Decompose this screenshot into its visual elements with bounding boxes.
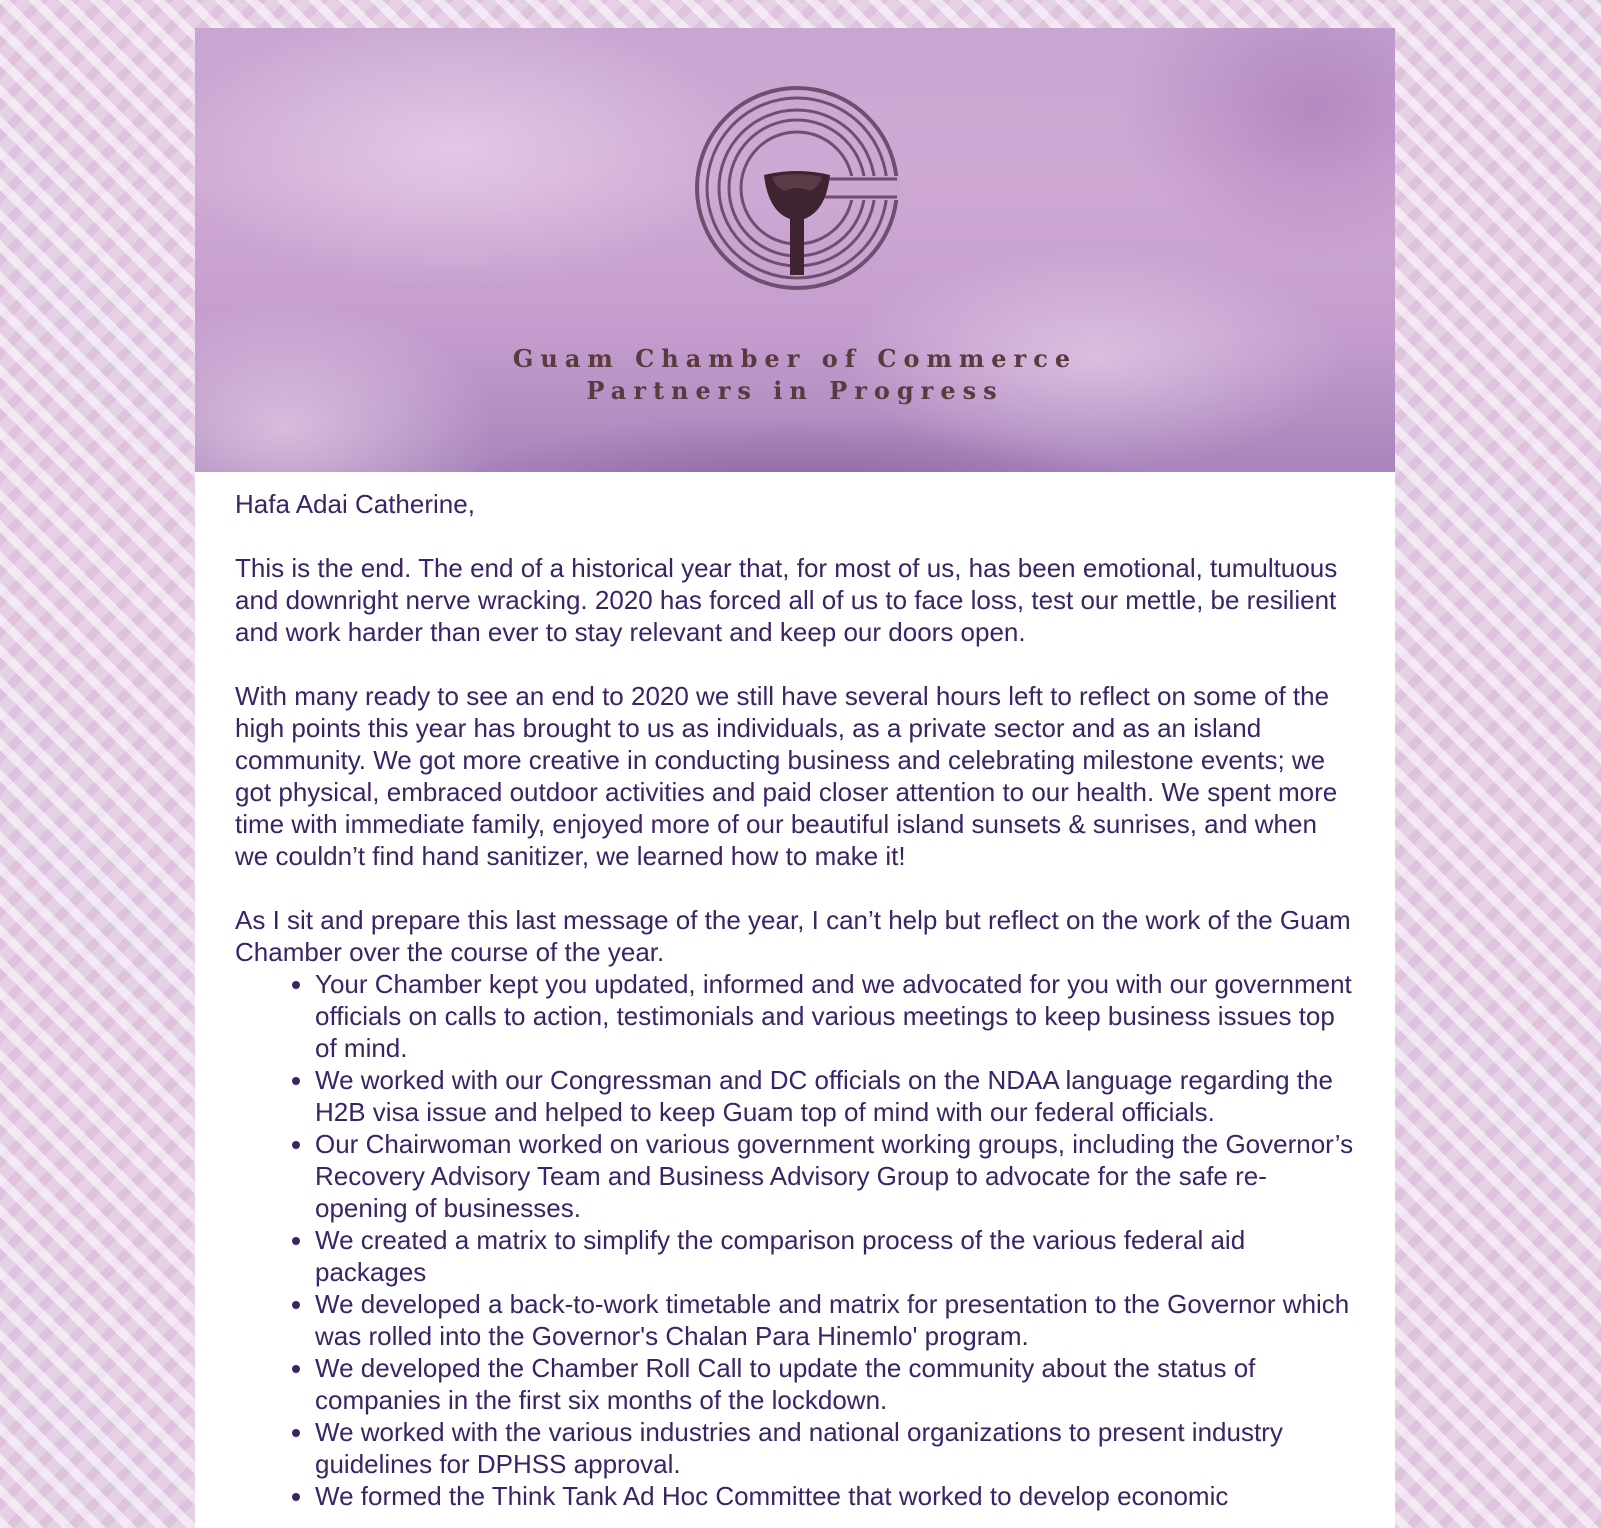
list-item: • We developed the Chamber Roll Call to update the community about the status of companies in the first six months of the lockdown. <box>315 1352 1355 1416</box>
list-item: • We developed a back-to-work timetable and matrix for presentation to the Governor which was rolled into the Governor's Chalan Para Hinemlo' program. <box>315 1288 1355 1352</box>
list-intro: As I sit and prepare this last message of the year, I can’t help but reflect on the work of the Guam Chamber over the course of the year. <box>235 905 1351 967</box>
list-item: • We formed the Think Tank Ad Hoc Committee that worked to develop economic <box>315 1480 1355 1512</box>
list-item: • Our Chairwoman worked on various government working groups, including the Governor’s Recovery Advisory Team and Business Advisory Group to advocate for the safe re-opening of businesses. <box>315 1128 1355 1224</box>
chamber-logo <box>692 83 902 293</box>
list-item: • We worked with the various industries and national organizations to present industry guidelines for DPHSS approval. <box>315 1416 1355 1480</box>
hero-banner <box>195 28 1395 472</box>
list-item: • We created a matrix to simplify the comparison process of the various federal aid packages <box>315 1224 1355 1288</box>
paragraph: With many ready to see an end to 2020 we still have several hours left to reflect on some of the high points this year has brought to us as individuals, as a private sector and as an island community. We got more creative in conducting business and celebrating milestone events; we got physical, embraced outdoor activities and paid closer attention to our health. We spent more time with immediate family, enjoyed more of our beautiful island sunsets & sunrises, and when we couldn’t find hand sanitizer, we learned how to make it! <box>235 681 1338 871</box>
achievements-list <box>235 968 1355 1512</box>
letter-body <box>195 472 1395 1512</box>
org-name: Guam Chamber of Commerce <box>512 344 1078 373</box>
list-item: • Your Chamber kept you updated, informed and we advocated for you with our government officials on calls to action, testimonials and various meetings to keep business issues top of mind. <box>315 968 1355 1064</box>
org-tagline: Partners in Progress <box>586 376 1004 405</box>
email-card <box>195 28 1395 1528</box>
greeting: Hafa Adai Catherine, <box>235 489 475 519</box>
paragraph: This is the end. The end of a historical year that, for most of us, has been emotional, tumultuous and downright nerve wracking. 2020 has forced all of us to face loss, test our mettle, be resilient and work harder than ever to stay relevant and keep our doors open. <box>235 553 1338 647</box>
list-item: • We worked with our Congressman and DC officials on the NDAA language regarding the H2B visa issue and helped to keep Guam top of mind with our federal officials. <box>315 1064 1355 1128</box>
